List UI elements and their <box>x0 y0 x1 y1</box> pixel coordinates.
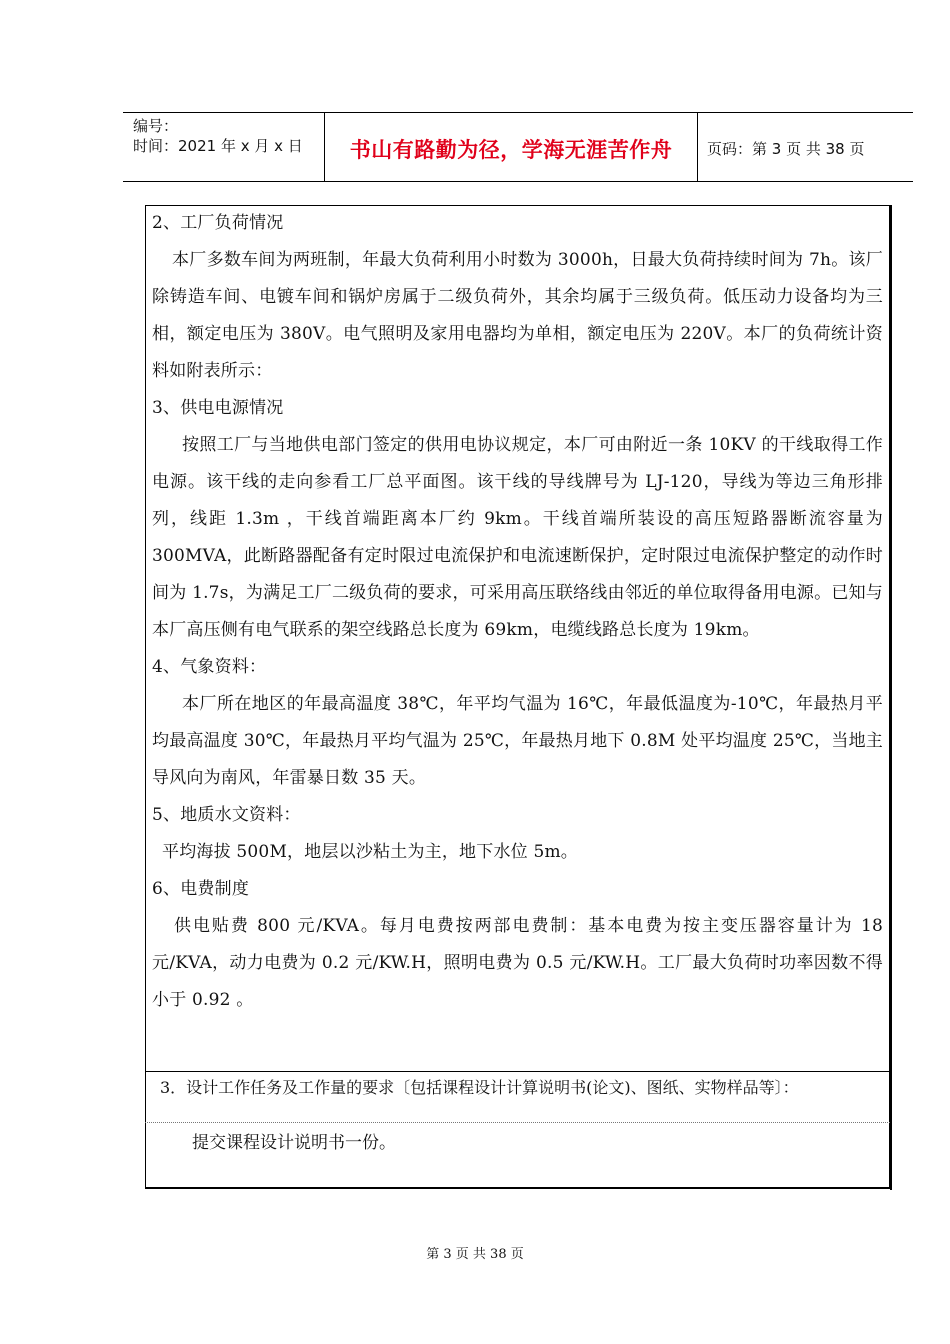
header-time: 时间：2021 年 x 月 x 日 <box>133 137 303 155</box>
task-section-divider <box>145 1071 890 1072</box>
section-paragraph: 按照工厂与当地供电部门签定的供用电协议规定，本厂可由附近一条 10KV 的干线取得工作电源。该干线的走向参看工厂总平面图。该干线的导线牌号为 LJ-120，导线为等边三角形排列，线距 1.3m ，干线首端距离本厂约 9km。干线首端所装设的高压短路器断流容量为 300MVA，此断路器配备有定时限过电流保护和电流速断保护，定时限过电流保护整定的动作时间为 1.7s，为满足工厂二级负荷的要求，可采用高压联络线由邻近的单位取得备用电源。已知与本厂高压侧有电气联系的架空线路总长度为 69km，电缆线路总长度为 19km。 <box>152 435 883 640</box>
task-section-body: 提交课程设计说明书一份。 <box>192 1133 396 1153</box>
section-heading: 5、地质水文资料： <box>152 805 301 825</box>
section-heading: 2、工厂负荷情况 <box>152 213 284 233</box>
header-number: 编号： <box>133 117 179 135</box>
section-paragraph: 平均海拔 500M，地层以沙粘土为主，地下水位 5m。 <box>162 842 578 862</box>
section-paragraph: 本厂多数车间为两班制，年最大负荷利用小时数为 3000h，日最大负荷持续时间为 7h。该厂除铸造车间、电镀车间和锅炉房属于二级负荷外，其余均属于三级负荷。低压动力设备均为三相，额定电压为 380V。电气照明及家用电器均为单相，额定电压为 220V。本厂的负荷统计资料如附表所示： <box>152 250 883 381</box>
section-heading: 6、电费制度 <box>152 879 250 899</box>
table-bottom-border <box>145 1187 892 1189</box>
document-body <box>152 205 883 1019</box>
header-motto: 书山有路勤为径，学海无涯苦作舟 <box>349 138 673 162</box>
header-divider-right <box>697 112 698 182</box>
section-heading: 3、供电电源情况 <box>152 398 284 418</box>
table-right-border <box>890 205 892 1190</box>
page-footer: 第 3 页 共 38 页 <box>426 1247 524 1262</box>
task-section-dotted-rule <box>145 1122 890 1123</box>
header-top-rule <box>123 112 913 113</box>
header-bottom-rule <box>123 181 913 182</box>
section-heading: 4、气象资料： <box>152 657 267 677</box>
header-page-number: 页码：第 3 页 共 38 页 <box>707 140 865 158</box>
task-section-title: 3．设计工作任务及工作量的要求〔包括课程设计计算说明书(论文)、图纸、实物样品等〕： <box>160 1078 799 1097</box>
header-meta <box>133 116 303 156</box>
section-paragraph: 本厂所在地区的年最高温度 38℃，年平均气温为 16℃，年最低温度为-10℃，年最热月平均最高温度 30℃，年最热月平均气温为 25℃，年最热月地下 0.8M 处平均温度 25℃，当地主导风向为南风，年雷暴日数 35 天。 <box>152 694 883 788</box>
section-paragraph: 供电贴费 800 元/KVA。每月电费按两部电费制：基本电费为按主变压器容量计为 18 元/KVA，动力电费为 0.2 元/KW.H，照明电费为 0.5 元/KW.H。工厂最大负荷时功率因数不得小于 0.92 。 <box>152 916 883 1010</box>
